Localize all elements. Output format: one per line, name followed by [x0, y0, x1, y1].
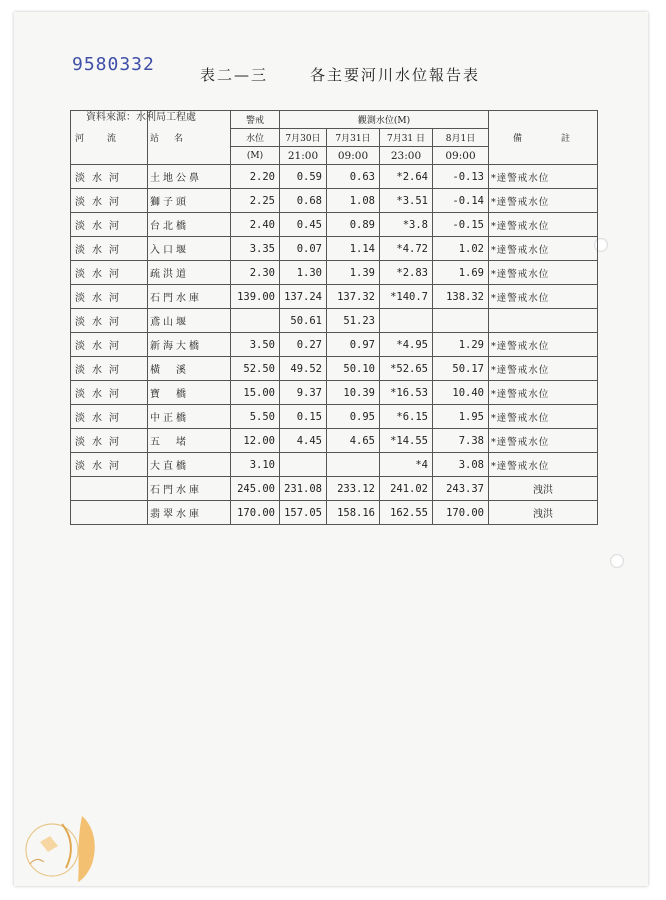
header-remarks: 備 註 — [489, 111, 598, 165]
level-cell: 137.32 — [327, 285, 380, 309]
warning-level-cell: 2.30 — [231, 261, 280, 285]
warning-level-cell — [231, 309, 280, 333]
warning-level-cell: 3.10 — [231, 453, 280, 477]
table-row — [71, 261, 598, 285]
header-date: 7月31 日 — [380, 129, 433, 147]
remark-cell: *達警戒水位 — [489, 453, 598, 477]
header-date: 7月31日 — [327, 129, 380, 147]
level-cell: *4 — [380, 453, 433, 477]
header-station: 站 名 — [148, 111, 231, 165]
header-time: 23:00 — [380, 147, 433, 165]
level-cell: 1.02 — [433, 237, 489, 261]
river-cell: 淡水河 — [71, 285, 148, 309]
level-cell — [327, 453, 380, 477]
level-cell: 1.08 — [327, 189, 380, 213]
station-cell: 石門水庫 — [148, 477, 231, 501]
level-cell: 158.16 — [327, 501, 380, 525]
station-cell: 大直橋 — [148, 453, 231, 477]
remark-cell — [489, 309, 598, 333]
level-cell: -0.15 — [433, 213, 489, 237]
level-cell: *4.72 — [380, 237, 433, 261]
remark-cell: 洩洪 — [489, 501, 598, 525]
header-warning-line1: 警戒 — [231, 111, 280, 129]
level-cell: 170.00 — [433, 501, 489, 525]
table-number: 表二—三 — [200, 66, 269, 84]
warning-level-cell: 15.00 — [231, 381, 280, 405]
warning-level-cell: 3.35 — [231, 237, 280, 261]
level-cell: *3.8 — [380, 213, 433, 237]
level-cell — [380, 309, 433, 333]
level-cell: 0.07 — [280, 237, 327, 261]
remark-cell: *達警戒水位 — [489, 333, 598, 357]
station-cell: 新海大橋 — [148, 333, 231, 357]
header-time: 09:00 — [433, 147, 489, 165]
level-cell: 0.97 — [327, 333, 380, 357]
river-cell: 淡水河 — [71, 357, 148, 381]
warning-level-cell: 5.50 — [231, 405, 280, 429]
header-warning-unit: (M) — [231, 147, 280, 165]
archive-logo-icon — [22, 806, 118, 884]
station-cell: 鳶山堰 — [148, 309, 231, 333]
station-cell: 石門水庫 — [148, 285, 231, 309]
level-cell: *6.15 — [380, 405, 433, 429]
warning-level-cell: 2.20 — [231, 165, 280, 189]
river-cell: 淡水河 — [71, 165, 148, 189]
document-number: 9580332 — [72, 54, 155, 75]
level-cell: *4.95 — [380, 333, 433, 357]
river-cell: 淡水河 — [71, 261, 148, 285]
river-cell: 淡水河 — [71, 333, 148, 357]
station-cell: 中正橋 — [148, 405, 231, 429]
level-cell: 4.65 — [327, 429, 380, 453]
level-cell: -0.13 — [433, 165, 489, 189]
level-cell: 231.08 — [280, 477, 327, 501]
river-cell: 淡水河 — [71, 237, 148, 261]
remark-cell: *達警戒水位 — [489, 357, 598, 381]
reservoir-row — [71, 477, 598, 501]
header-river: 河 流 — [71, 111, 148, 165]
level-cell — [433, 309, 489, 333]
level-cell: 50.61 — [280, 309, 327, 333]
level-cell: 49.52 — [280, 357, 327, 381]
header-time: 21:00 — [280, 147, 327, 165]
header-observed: 觀測水位(M) — [280, 111, 489, 129]
level-cell: *52.65 — [380, 357, 433, 381]
remark-cell: *達警戒水位 — [489, 165, 598, 189]
warning-level-cell: 245.00 — [231, 477, 280, 501]
level-cell: 4.45 — [280, 429, 327, 453]
river-cell: 淡水河 — [71, 453, 148, 477]
level-cell: -0.14 — [433, 189, 489, 213]
level-cell: 138.32 — [433, 285, 489, 309]
station-cell: 橫 溪 — [148, 357, 231, 381]
station-cell: 土地公鼻 — [148, 165, 231, 189]
river-cell: 淡水河 — [71, 405, 148, 429]
header-time: 09:00 — [327, 147, 380, 165]
warning-level-cell: 170.00 — [231, 501, 280, 525]
level-cell: 0.95 — [327, 405, 380, 429]
level-cell: 1.39 — [327, 261, 380, 285]
table-row — [71, 285, 598, 309]
station-cell: 翡翠水庫 — [148, 501, 231, 525]
empty-cell — [71, 501, 148, 525]
warning-level-cell: 3.50 — [231, 333, 280, 357]
remark-cell: *達警戒水位 — [489, 213, 598, 237]
level-cell: 1.95 — [433, 405, 489, 429]
reservoir-row — [71, 501, 598, 525]
level-cell: 241.02 — [380, 477, 433, 501]
remark-cell: *達警戒水位 — [489, 261, 598, 285]
remark-cell: *達警戒水位 — [489, 285, 598, 309]
table-row — [71, 309, 598, 333]
table-row — [71, 357, 598, 381]
remark-cell: *達警戒水位 — [489, 189, 598, 213]
header-date: 7月30日 — [280, 129, 327, 147]
level-cell: 243.37 — [433, 477, 489, 501]
river-cell: 淡水河 — [71, 189, 148, 213]
remark-cell: 洩洪 — [489, 477, 598, 501]
station-cell: 五 堵 — [148, 429, 231, 453]
table-row — [71, 429, 598, 453]
punch-hole — [610, 554, 624, 568]
remark-cell: *達警戒水位 — [489, 429, 598, 453]
station-cell: 獅子頭 — [148, 189, 231, 213]
header-date: 8月1日 — [433, 129, 489, 147]
table-row — [71, 453, 598, 477]
data-source: 資料來源：水利局工程處 — [86, 112, 196, 123]
remark-cell: *達警戒水位 — [489, 237, 598, 261]
warning-level-cell: 52.50 — [231, 357, 280, 381]
level-cell: 137.24 — [280, 285, 327, 309]
warning-level-cell: 2.25 — [231, 189, 280, 213]
level-cell: 7.38 — [433, 429, 489, 453]
table-row — [71, 237, 598, 261]
table-row — [71, 333, 598, 357]
level-cell: 1.30 — [280, 261, 327, 285]
level-cell: 10.40 — [433, 381, 489, 405]
river-cell: 淡水河 — [71, 213, 148, 237]
table-row — [71, 165, 598, 189]
table-row — [71, 189, 598, 213]
level-cell: 157.05 — [280, 501, 327, 525]
river-cell: 淡水河 — [71, 429, 148, 453]
station-cell: 疏洪道 — [148, 261, 231, 285]
warning-level-cell: 2.40 — [231, 213, 280, 237]
warning-level-cell: 12.00 — [231, 429, 280, 453]
level-cell: *2.83 — [380, 261, 433, 285]
table-row — [71, 381, 598, 405]
level-cell: 1.69 — [433, 261, 489, 285]
header-warning-line2: 水位 — [231, 129, 280, 147]
warning-level-cell: 139.00 — [231, 285, 280, 309]
station-cell: 入口堰 — [148, 237, 231, 261]
remark-cell: *達警戒水位 — [489, 381, 598, 405]
level-cell: 50.17 — [433, 357, 489, 381]
station-cell: 台北橋 — [148, 213, 231, 237]
level-cell: 0.59 — [280, 165, 327, 189]
level-cell: 3.08 — [433, 453, 489, 477]
river-cell: 淡水河 — [71, 309, 148, 333]
level-cell: *140.7 — [380, 285, 433, 309]
level-cell: 51.23 — [327, 309, 380, 333]
station-cell: 寶 橋 — [148, 381, 231, 405]
level-cell: 1.29 — [433, 333, 489, 357]
water-level-table — [70, 110, 598, 525]
empty-cell — [71, 477, 148, 501]
river-cell: 淡水河 — [71, 381, 148, 405]
level-cell: 50.10 — [327, 357, 380, 381]
level-cell: 0.63 — [327, 165, 380, 189]
level-cell: *16.53 — [380, 381, 433, 405]
level-cell: 9.37 — [280, 381, 327, 405]
table-row — [71, 405, 598, 429]
level-cell: 0.89 — [327, 213, 380, 237]
remark-cell: *達警戒水位 — [489, 405, 598, 429]
level-cell: 0.15 — [280, 405, 327, 429]
level-cell: *3.51 — [380, 189, 433, 213]
level-cell — [280, 453, 327, 477]
level-cell: 162.55 — [380, 501, 433, 525]
level-cell: 10.39 — [327, 381, 380, 405]
level-cell: *2.64 — [380, 165, 433, 189]
page-title: 各主要河川水位報告表 — [310, 66, 481, 84]
level-cell: 0.45 — [280, 213, 327, 237]
level-cell: 1.14 — [327, 237, 380, 261]
level-cell: *14.55 — [380, 429, 433, 453]
level-cell: 0.68 — [280, 189, 327, 213]
level-cell: 233.12 — [327, 477, 380, 501]
level-cell: 0.27 — [280, 333, 327, 357]
table-row — [71, 213, 598, 237]
